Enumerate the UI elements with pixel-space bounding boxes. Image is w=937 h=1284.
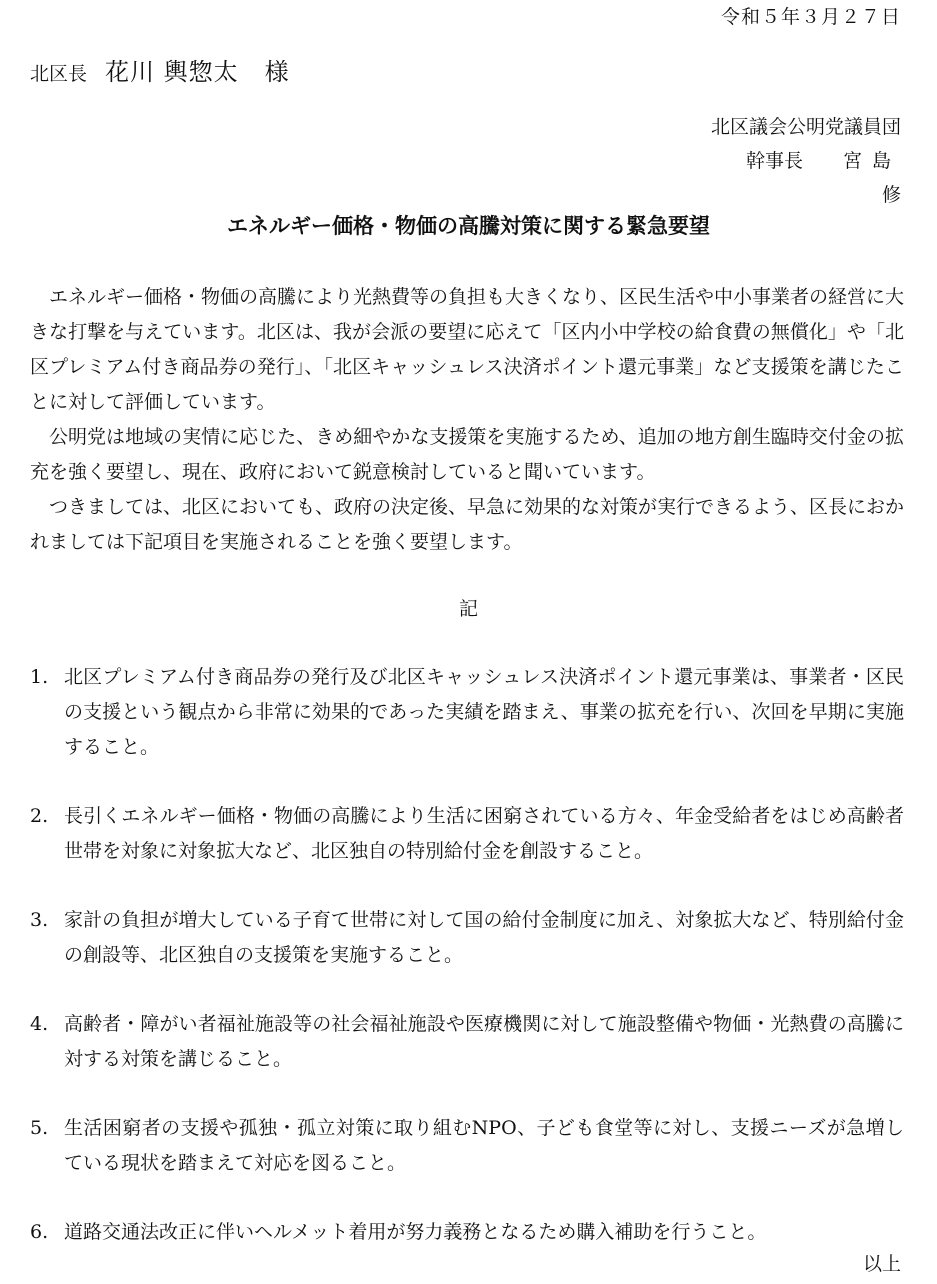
request-text: 生活困窮者の支援や孤独・孤立対策に取り組むNPO、子ども食堂等に対し、支援ニーズが急増している現状を踏まえて対応を図ること。 (64, 1117, 904, 1174)
document-heading: エネルギー価格・物価の高騰対策に関する緊急要望 (227, 214, 710, 238)
request-number: 6. (30, 1221, 49, 1243)
request-text: 北区プレミアム付き商品券の発行及び北区キャッシュレス決済ポイント還元事業は、事業者・区民の支援という観点から非常に効果的であった実績を踏まえ、事業の拡充を行い、次回を早期に実施すること。 (64, 666, 904, 758)
request-list (30, 660, 904, 1284)
recipient-title: 北区長 (30, 63, 88, 85)
body-paragraph: 公明党は地域の実情に応じた、きめ細やかな支援策を実施するため、追加の地方創生臨時交付金の拡充を強く要望し、現在、政府において鋭意検討していると聞いています。 (30, 426, 904, 483)
sender-signatory (711, 144, 911, 212)
sender-role: 幹事長 (745, 150, 803, 172)
request-text: 家計の負担が増大している子育て世帯に対して国の給付金制度に加え、対象拡大など、特別給付金の創設等、北区独自の支援策を実施すること。 (64, 909, 904, 966)
recipient-name: 花川 輿惣太 (105, 58, 239, 86)
body-paragraph: つきましては、北区においても、政府の決定後、早急に効果的な対策が実行できるよう、区長におかれましては下記項目を実施されることを強く要望します。 (30, 496, 905, 553)
body-paragraph: エネルギー価格・物価の高騰により光熱費等の負担も大きくなり、区民生活や中小事業者の経営に大きな打撃を与えています。北区は、我が会派の要望に応えて「区内小中学校の給食費の無償化」や「北区プレミアム付き商品券の発行」、「北区キャッシュレス決済ポイント還元事業」など支援策を講じたことに対して評価しています。 (30, 286, 905, 413)
request-text: 長引くエネルギー価格・物価の高騰により生活に困窮されている方々、年金受給者をはじめ高齢者世帯を対象に対象拡大など、北区独自の特別給付金を創設すること。 (64, 805, 904, 862)
request-item (30, 1111, 904, 1181)
sender-block (710, 110, 911, 212)
ki-marker: 記 (458, 598, 478, 620)
sender-organization: 北区議会公明党議員団 (710, 116, 901, 138)
recipient-line (30, 52, 289, 87)
request-text: 道路交通法改正に伴いヘルメット着用が努力義務となるため購入補助を行うこと。 (64, 1221, 767, 1243)
request-item (30, 1215, 904, 1250)
request-item (30, 1007, 904, 1077)
request-number: 4. (30, 1013, 49, 1035)
request-number: 1. (30, 666, 49, 688)
sender-name: 宮島 修 (842, 150, 911, 206)
document-body (30, 280, 904, 560)
document-date: 令和５年３月２７日 (720, 6, 901, 28)
request-number: 3. (30, 909, 49, 931)
request-number: 2. (30, 805, 49, 827)
request-number: 5. (30, 1117, 49, 1139)
request-item (30, 660, 904, 765)
closing-mark: 以上 (862, 1253, 901, 1275)
request-item (30, 903, 904, 973)
recipient-honorific: 様 (264, 58, 289, 86)
request-item (30, 799, 904, 869)
request-text: 高齢者・障がい者福祉施設等の社会福祉施設や医療機関に対して施設整備や物価・光熱費の高騰に対する対策を講じること。 (64, 1013, 904, 1070)
